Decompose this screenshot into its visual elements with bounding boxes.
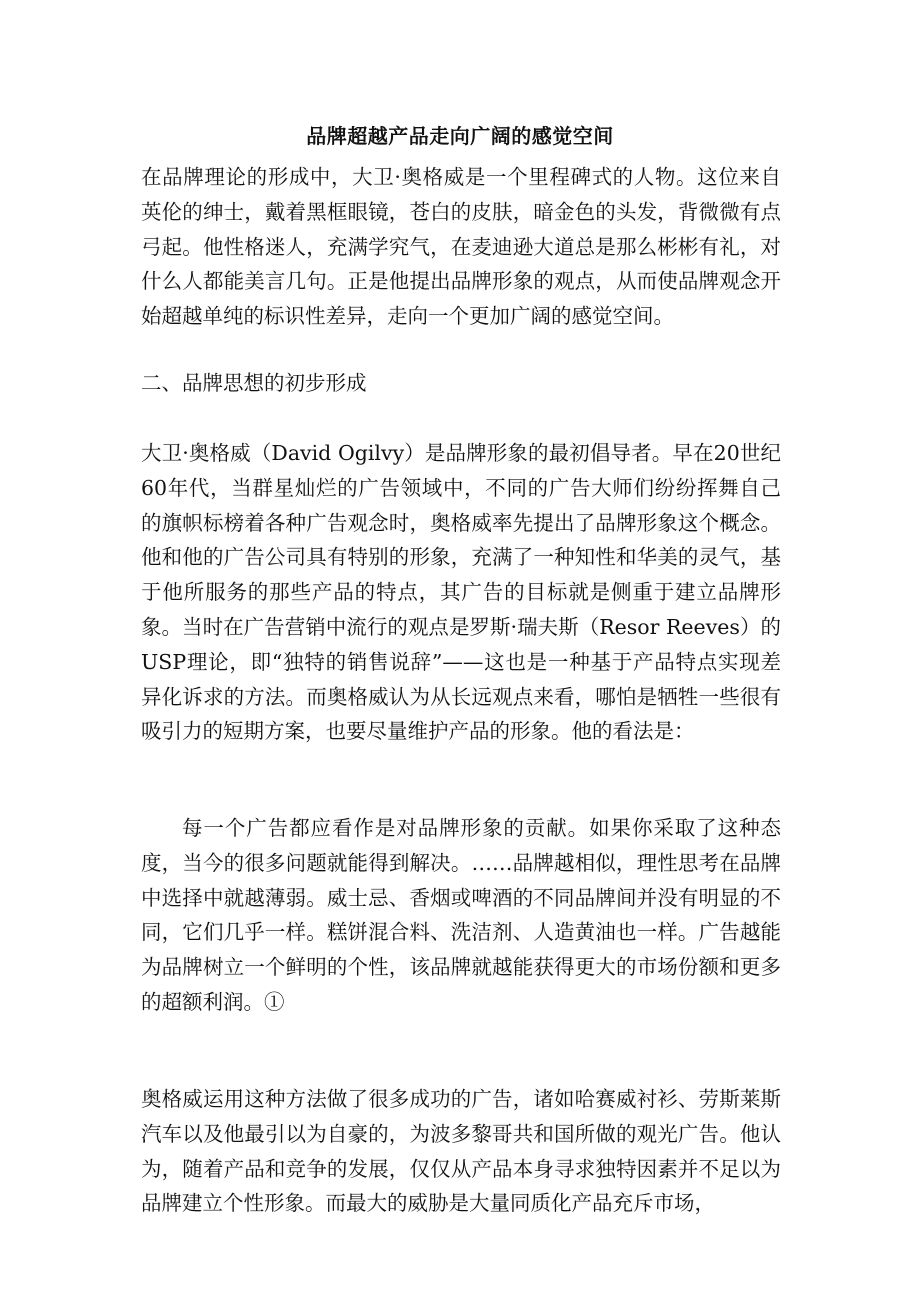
document-title: 品牌超越产品走向广阔的感觉空间 [306, 124, 614, 148]
section-heading: 二、品牌思想的初步形成 [141, 371, 367, 395]
paragraph-campaigns: 奥格威运用这种方法做了很多成功的广告，诸如哈赛威衬衫、劳斯莱斯汽车以及他最引以为自豪的，为波多黎哥共和国所做的观光广告。他认为，随着产品和竞争的发展，仅仅从产品本身寻求独特因素并不足以为品牌建立个性形象。而最大的威胁是大量同质化产品充斥市场， [141, 1087, 781, 1216]
block-quote: 每一个广告都应看作是对品牌形象的贡献。如果你采取了这种态度，当今的很多问题就能得到解决。……品牌越相似，理性思考在品牌中选择中就越薄弱。威士忌、香烟或啤酒的不同品牌间并没有明显的不同，它们几乎一样。糕饼混合料、洗洁剂、人造黄油也一样。广告越能为品牌树立一个鲜明的个性，该品牌就越能获得更大的市场份额和更多的超额利润。① [141, 816, 781, 1014]
paragraph-intro: 在品牌理论的形成中，大卫·奥格威是一个里程碑式的人物。这位来自英伦的绅士，戴着黑框眼镜，苍白的皮肤，暗金色的头发，背微微有点弓起。他性格迷人，充满学究气，在麦迪逊大道总是那么彬彬有礼，对什么人都能美言几句。正是他提出品牌形象的观点，从而使品牌观念开始超越单纯的标识性差异，走向一个更加广阔的感觉空间。 [141, 165, 781, 329]
paragraph-ogilvy: 大卫·奥格威（David Ogilvy）是品牌形象的最初倡导者。早在20世纪60年代，当群星灿烂的广告领域中，不同的广告大师们纷纷挥舞自己的旗帜标榜着各种广告观念时，奥格威率先提出了品牌形象这个概念。他和他的广告公司具有特别的形象，充满了一种知性和华美的灵气，基于他所服务的那些产品的特点，其广告的目标就是侧重于建立品牌形象。当时在广告营销中流行的观点是罗斯·瑞夫斯（Resor Reeves）的USP理论，即“独特的销售说辞”——这也是一种基于产品特点实现差异化诉求的方法。而奥格威认为从长远观点来看，哪怕是牺牲一些很有吸引力的短期方案，也要尽量维护产品的形象。他的看法是： [141, 441, 781, 744]
